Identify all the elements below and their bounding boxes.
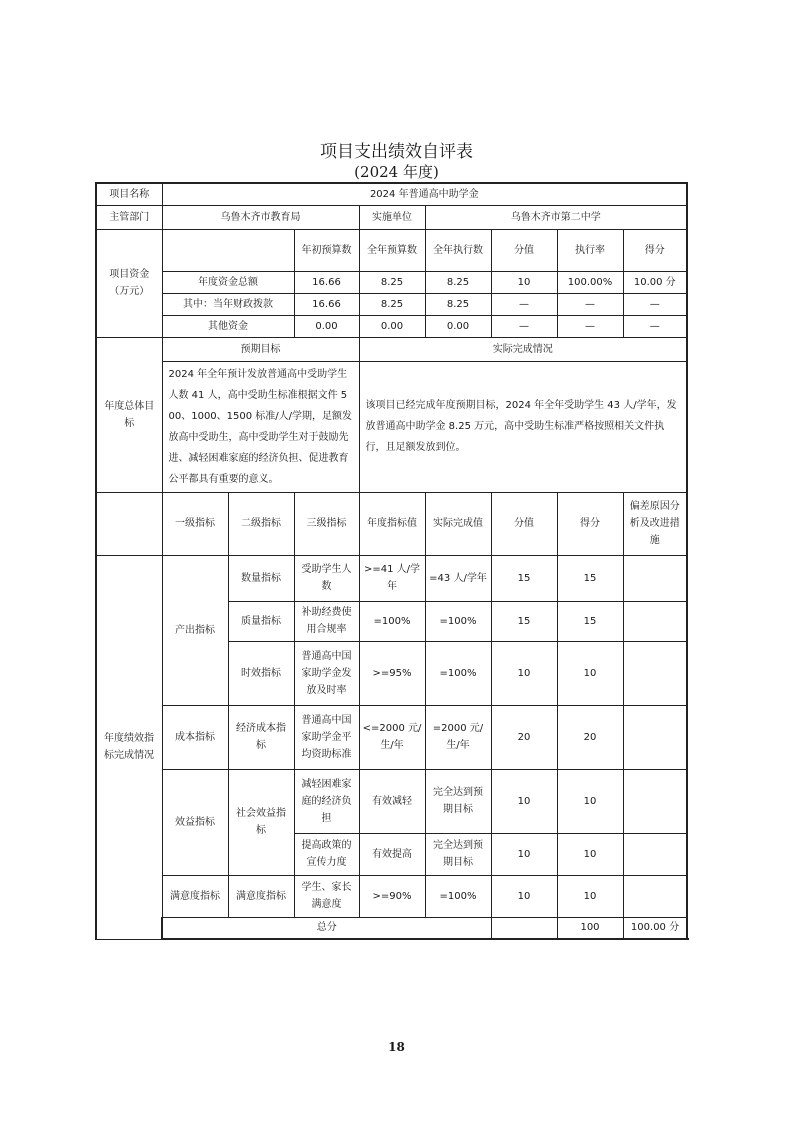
got-value: 10 (557, 769, 623, 833)
funds-header: 年初预算数 (294, 229, 359, 271)
score-value: 10 (491, 769, 557, 833)
funds-header: 得分 (623, 229, 687, 271)
funds-cell: 0.00 (425, 315, 491, 337)
score-value: 15 (491, 601, 557, 641)
level1-label: 成本指标 (162, 705, 228, 769)
indicator-row (96, 555, 687, 601)
dept-value: 乌鲁木齐市教育局 (162, 205, 359, 229)
reason-value (623, 601, 687, 641)
page-title (0, 141, 793, 182)
funds-label: 项目资金（万元） (96, 229, 162, 337)
level3-label: 减轻困难家庭的经济负担 (294, 769, 359, 833)
project-name-row (96, 183, 687, 205)
funds-cell: 8.25 (359, 271, 425, 293)
level3-label: 补助经费使用合规率 (294, 601, 359, 641)
funds-cell: 16.66 (294, 293, 359, 315)
actual-goal-text: 该项目已经完成年度预期目标，2024 年全年受助学生 43 人/学年，发放普通高中助学金 8.25 万元，高中受助生标准严格按照相关文件执行，且足额发放到位。 (359, 361, 687, 492)
got-value: 15 (557, 555, 623, 601)
reason-value (623, 833, 687, 875)
indicator-row (96, 705, 687, 769)
funds-cell: — (623, 315, 687, 337)
funds-header: 全年执行数 (425, 229, 491, 271)
goals-label: 年度总体目标 (96, 337, 162, 492)
level3-label: 普通高中国家助学金平均资助标准 (294, 705, 359, 769)
indicator-header: 一级指标 (162, 492, 228, 555)
total-label: 总分 (162, 917, 491, 939)
level3-label: 受助学生人数 (294, 555, 359, 601)
target-value: >=41 人/学年 (359, 555, 425, 601)
level2-label: 质量指标 (228, 601, 294, 641)
actual-value: =100% (425, 641, 491, 705)
funds-row (96, 293, 687, 315)
funds-cell: — (623, 293, 687, 315)
target-value: >=90% (359, 875, 425, 917)
score-value: 10 (491, 875, 557, 917)
indicator-row (96, 769, 687, 833)
funds-row-name: 其中：当年财政拨款 (162, 293, 294, 315)
score-value: 20 (491, 705, 557, 769)
funds-cell: 0.00 (294, 315, 359, 337)
score-value: 15 (491, 555, 557, 601)
actual-value: =2000 元/生/年 (425, 705, 491, 769)
level2-label: 满意度指标 (228, 875, 294, 917)
indicator-header: 二级指标 (228, 492, 294, 555)
indicator-header: 三级指标 (294, 492, 359, 555)
funds-cell: 8.25 (425, 271, 491, 293)
actual-value: =100% (425, 875, 491, 917)
indicator-blank-header (96, 492, 162, 555)
actual-value: 完全达到预期目标 (425, 833, 491, 875)
dept-row (96, 205, 687, 229)
unit-value: 乌鲁木齐市第二中学 (425, 205, 687, 229)
got-value: 10 (557, 875, 623, 917)
page-number: 18 (388, 1040, 405, 1054)
level3-label: 学生、家长满意度 (294, 875, 359, 917)
goals-text-row (96, 361, 687, 492)
level1-label: 产出指标 (162, 555, 228, 705)
indicator-header: 年度指标值 (359, 492, 425, 555)
indicator-row (96, 875, 687, 917)
funds-cell: — (557, 293, 623, 315)
funds-cell: 10.00 分 (623, 271, 687, 293)
actual-value: =100% (425, 601, 491, 641)
dept-label: 主管部门 (96, 205, 162, 229)
got-value: 15 (557, 601, 623, 641)
total-row (96, 917, 687, 939)
reason-value (623, 875, 687, 917)
level2-label: 数量指标 (228, 555, 294, 601)
project-name-value: 2024 年普通高中助学金 (162, 183, 687, 205)
funds-row (96, 315, 687, 337)
funds-row-name: 年度资金总额 (162, 271, 294, 293)
funds-cell: 100.00% (557, 271, 623, 293)
funds-cell: 0.00 (359, 315, 425, 337)
total-blank (491, 917, 557, 939)
unit-label: 实施单位 (359, 205, 425, 229)
level3-label: 普通高中国家助学金发放及时率 (294, 641, 359, 705)
indicator-header: 实际完成值 (425, 492, 491, 555)
actual-value: =43 人/学年 (425, 555, 491, 601)
target-value: <=2000 元/生/年 (359, 705, 425, 769)
got-value: 20 (557, 705, 623, 769)
reason-value (623, 555, 687, 601)
performance-table (95, 182, 688, 940)
title-year: (2024 年度) (354, 163, 439, 181)
funds-cell: — (491, 293, 557, 315)
target-value: 有效减轻 (359, 769, 425, 833)
score-value: 10 (491, 833, 557, 875)
actual-value: 完全达到预期目标 (425, 769, 491, 833)
funds-cell: 10 (491, 271, 557, 293)
funds-header: 全年预算数 (359, 229, 425, 271)
level2-label: 经济成本指标 (228, 705, 294, 769)
funds-cell: — (557, 315, 623, 337)
title-text: 项目支出绩效自评表 (320, 142, 473, 162)
got-value: 10 (557, 641, 623, 705)
got-value: 10 (557, 833, 623, 875)
goals-header-row (96, 337, 687, 361)
funds-header: 执行率 (557, 229, 623, 271)
funds-header-row (96, 229, 687, 271)
total-score: 100 (557, 917, 623, 939)
total-got: 100.00 分 (623, 917, 687, 939)
level3-label: 提高政策的宣传力度 (294, 833, 359, 875)
expected-header: 预期目标 (162, 337, 359, 361)
funds-cell: 8.25 (359, 293, 425, 315)
reason-value (623, 641, 687, 705)
target-value: >=95% (359, 641, 425, 705)
funds-cell: 16.66 (294, 271, 359, 293)
funds-blank-header (162, 229, 294, 271)
funds-cell: 8.25 (425, 293, 491, 315)
reason-value (623, 769, 687, 833)
funds-row-name: 其他资金 (162, 315, 294, 337)
target-value: 有效提高 (359, 833, 425, 875)
actual-header: 实际完成情况 (359, 337, 687, 361)
score-value: 10 (491, 641, 557, 705)
funds-header: 分值 (491, 229, 557, 271)
indicators-section-label: 年度绩效指标完成情况 (96, 555, 162, 939)
level2-label: 社会效益指标 (228, 769, 294, 875)
project-name-label: 项目名称 (96, 183, 162, 205)
indicator-header-row (96, 492, 687, 555)
level1-label: 效益指标 (162, 769, 228, 875)
expected-goal-text: 2024 年全年预计发放普通高中受助学生人数 41 人，高中受助生标准根据文件 500、1000、1500 标准/人/学期，足额发放高中受助生，高中受助学生对于鼓励先进、减轻困难家庭的经济负担、促进教育公平都具有重要的意义。 (162, 361, 359, 492)
funds-cell: — (491, 315, 557, 337)
indicator-header: 得分 (557, 492, 623, 555)
reason-value (623, 705, 687, 769)
indicator-header: 偏差原因分析及改进措施 (623, 492, 687, 555)
target-value: =100% (359, 601, 425, 641)
level1-label: 满意度指标 (162, 875, 228, 917)
level2-label: 时效指标 (228, 641, 294, 705)
indicator-header: 分值 (491, 492, 557, 555)
funds-row (96, 271, 687, 293)
